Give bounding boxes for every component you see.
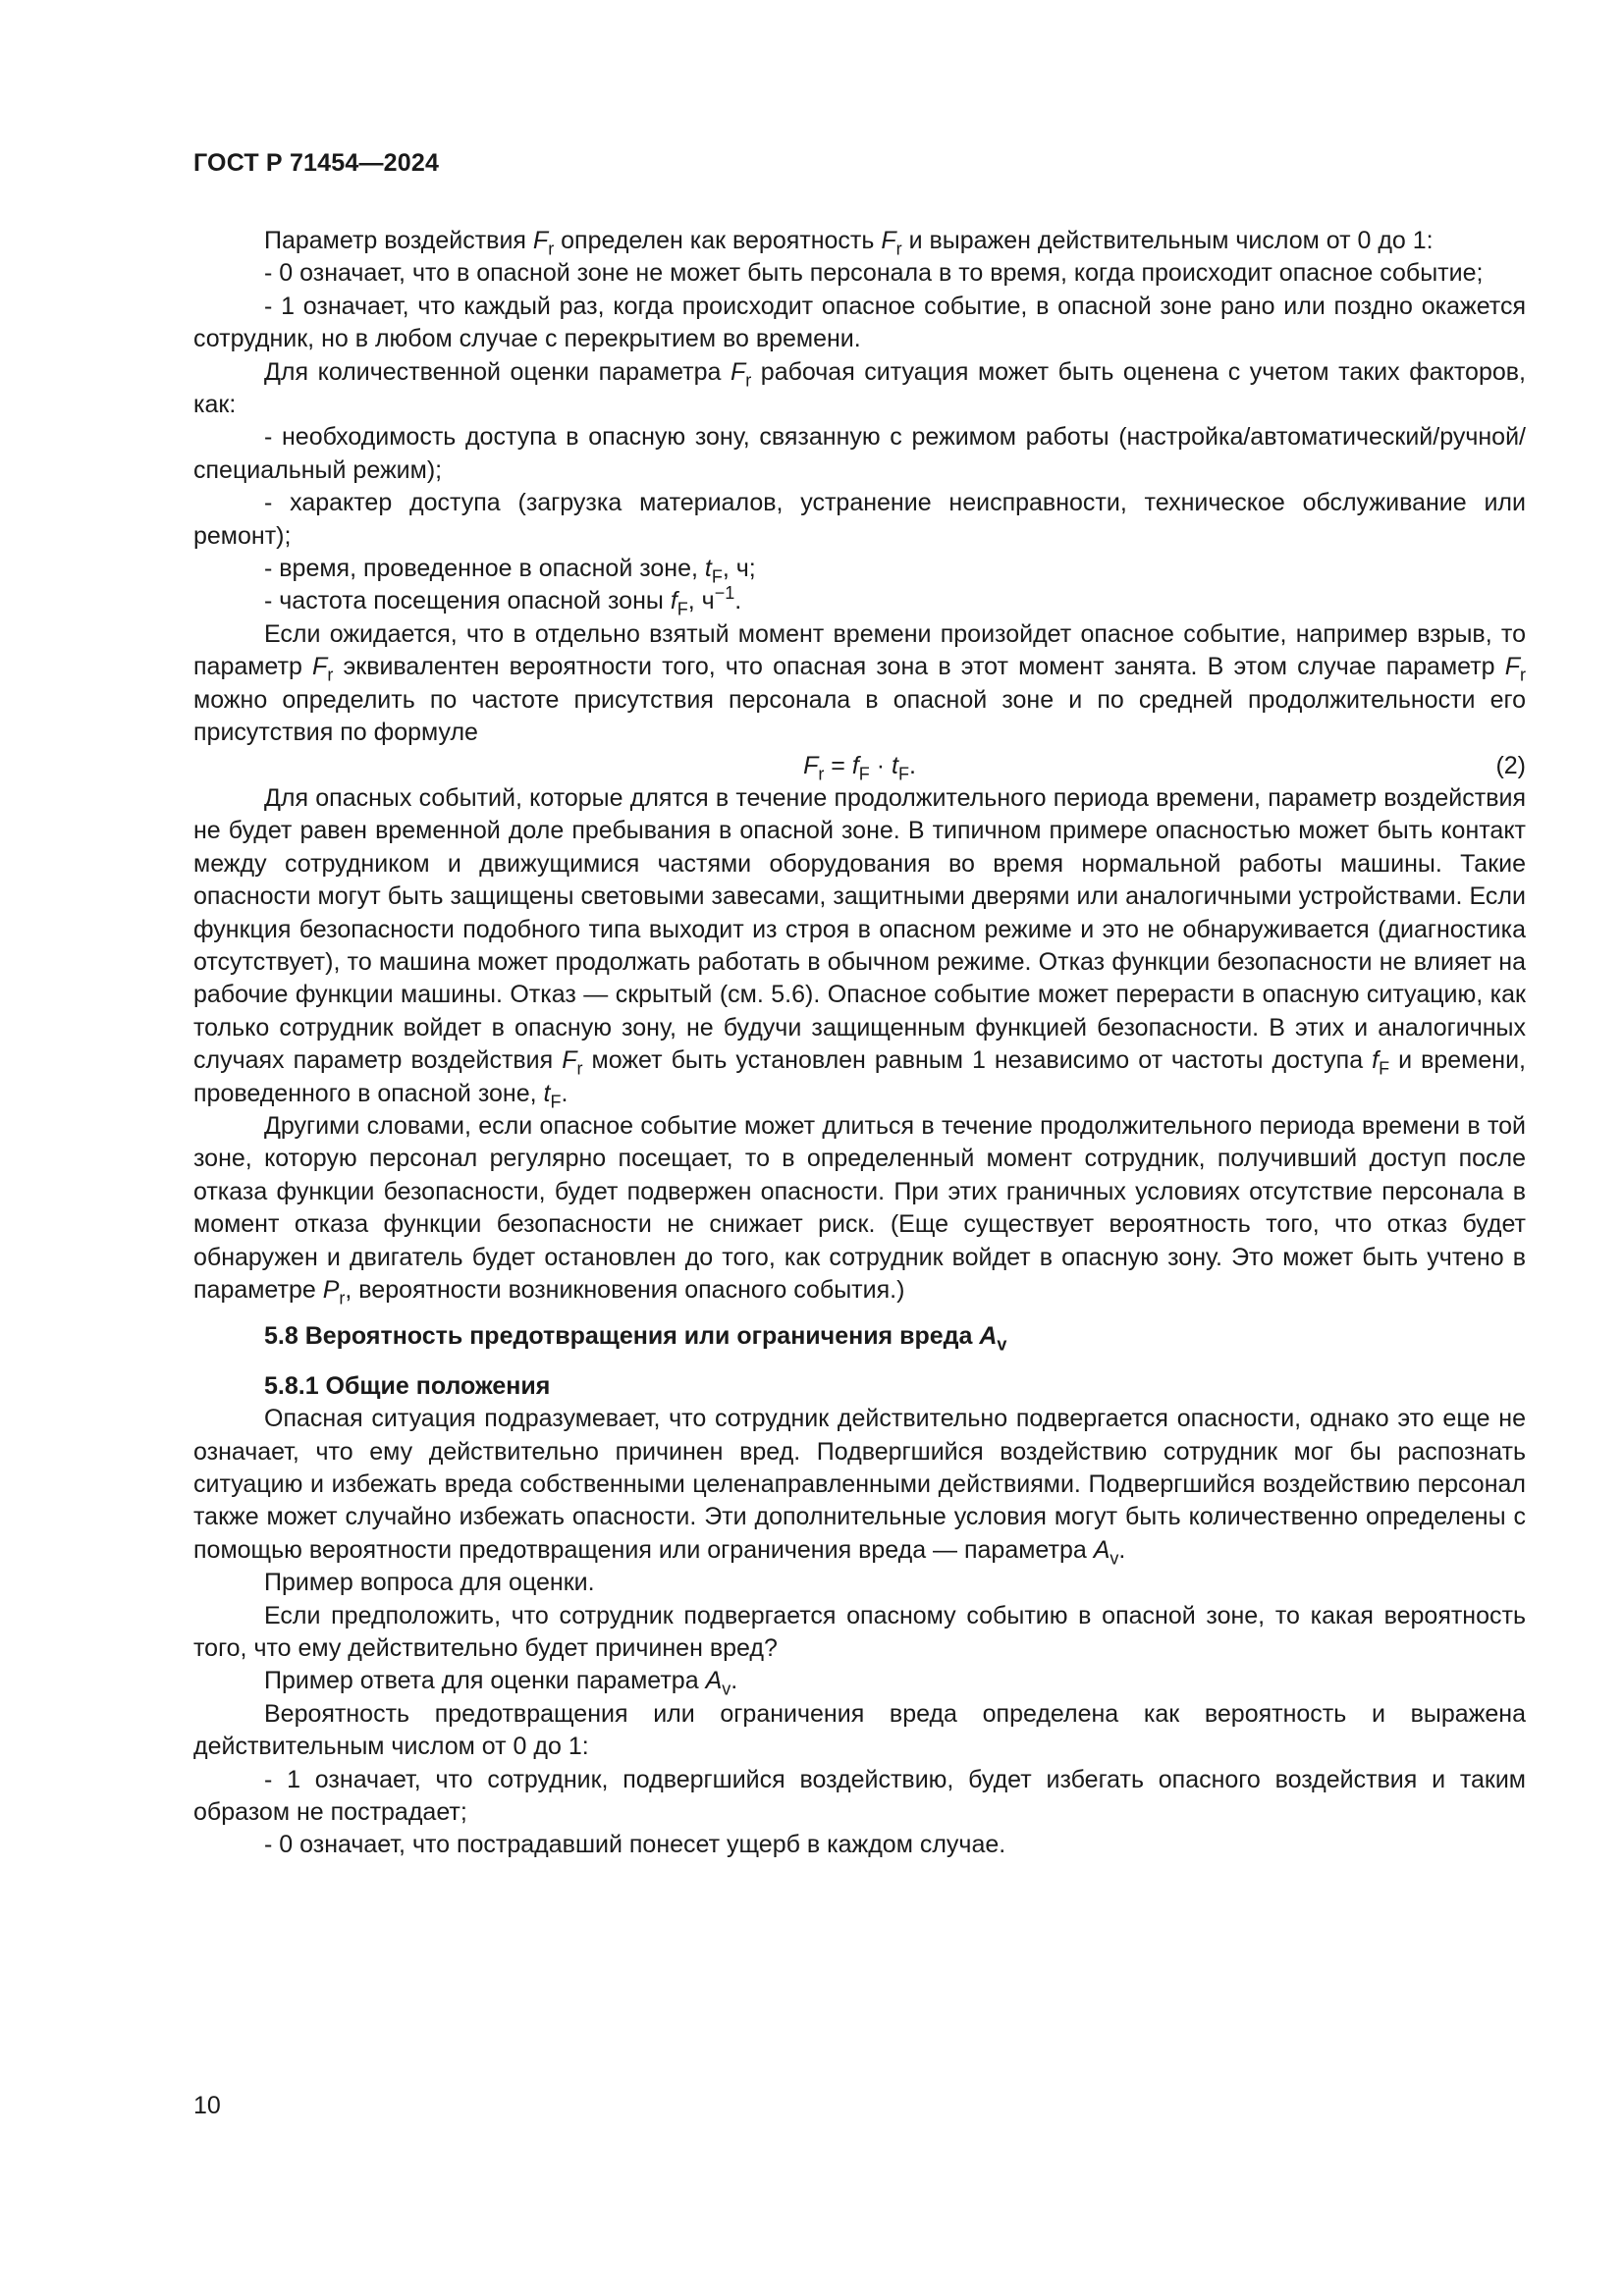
document-header: ГОСТ Р 71454—2024 <box>193 149 440 177</box>
paragraph-point-in-time-event: Если ожидается, что в отдельно взятый момент времени произойдет опасное событие, например взрыв, то параметр $F_r$ эквивалентен вероятности того, что опасная зона в этот момент занята. В этом случае параметр $F_r$ можно определить по частоте присутствия персонала в опасной зоне и по средней продолжительности его присутствия по формуле <box>193 619 1527 747</box>
paragraph-answer-example: Пример ответа для оценки параметра $A_v$. <box>264 1667 738 1699</box>
paragraph-question: Если предположить, что сотрудник подвергается опасному событию в опасной зоне, то какая вероятность того, что ему действительно будет причинен вред? <box>193 1601 1526 1663</box>
paragraph-question-example: Пример вопроса для оценки. <box>264 1569 595 1597</box>
list-item: - 0 означает, что пострадавший понесет ущерб в каждом случае. <box>264 1831 1006 1859</box>
list-item: - характер доступа (загрузка материалов, устранение неисправности, техническое обслуживание или ремонт); <box>193 489 1526 550</box>
paragraph-exposure-definition: Параметр воздействия $F_r$ определен как вероятность $F_r$ и выражен действительным числом от 0 до 1: <box>264 227 1434 259</box>
formula-2 <box>193 750 1526 782</box>
list-item: - необходимость доступа в опасную зону, связанную с режимом работы (настройка/автоматический/ручной/специальный режим); <box>193 423 1526 484</box>
list-item: - частота посещения опасной зоны $f_F$, $ч^{-1}$. <box>264 583 742 619</box>
list-item: - 1 означает, что сотрудник, подвергшийся воздействию, будет избегать опасного воздействия и таким образом не пострадает; <box>193 1765 1526 1827</box>
paragraph-quantitative-assessment: Для количественной оценки параметра $F_r$ рабочая ситуация может быть оценена с учетом таких факторов, как: <box>193 357 1526 419</box>
list-item: - время, проведенное в опасной зоне, $t_F$, ч; <box>264 555 756 587</box>
formula-number: (2) <box>1495 751 1526 779</box>
section-heading-5-8: 5.8 Вероятность предотвращения или ограничения вреда $A_v$ <box>264 1322 1007 1355</box>
section-heading-5-8-1: 5.8.1 Общие положения <box>264 1371 551 1400</box>
paragraph-long-duration-events: Для опасных событий, которые длятся в течение продолжительного периода времени, параметр воздействия не будет равен временной доле пребывания в опасной зоне. В типичном примере опасностью может быть контакт между сотрудником и движущимися частями оборудования во время нормальной работы машины. Такие опасности могут быть защищены световыми завесами, защитными дверями или аналогичными устройствами. Если функция безопасности подобного типа выходит из строя в опасном режиме и это не обнаруживается (диагностика отсутствует), то машина может продолжать работать в обычном режиме. Отказ функции безопасности не влияет на рабочие функции машины. Отказ — скрытый (см. 5.6). Опасное событие может перерасти в опасную ситуацию, как только сотрудник войдет в опасную зону, не будучи защищенным функцией безопасности. В этих и аналогичных случаях параметр воздействия $F_r$ может быть установлен равным 1 независимо от частоты доступа $f_F$ и времени, проведенного в опасной зоне, $t_F$. <box>193 783 1526 1111</box>
page-number: 10 <box>193 2092 221 2119</box>
paragraph-avoidance-probability: Вероятность предотвращения или ограничения вреда определена как вероятность и выражена действительным числом от 0 до 1: <box>193 1699 1526 1761</box>
paragraph-in-other-words: Другими словами, если опасное событие может длиться в течение продолжительного периода времени в той зоне, которую персонал регулярно посещает, то в определенный момент сотрудник, получивший доступ после отказа функции безопасности, будет подвержен опасности. При этих граничных условиях отсутствие персонала в момент отказа функции безопасности не снижает риск. (Еще существует вероятность того, что отказ будет обнаружен и двигатель будет остановлен до того, как сотрудник войдет в опасную зону. Это может быть учтено в параметре $P_r$, вероятности возникновения опасного события.) <box>193 1111 1526 1308</box>
page-body <box>193 225 1526 1862</box>
formula-expression: $F_r = f_F \cdot t_F$. <box>803 751 916 783</box>
paragraph-hazardous-situation: Опасная ситуация подразумевает, что сотрудник действительно подвергается опасности, однако это еще не означает, что ему действительно причинен вред. Подвергшийся воздействию сотрудник мог бы распознать ситуацию и избежать вреда собственными целенаправленными действиями. Подвергшийся воздействию персонал также может случайно избежать опасности. Эти дополнительные условия могут быть количественно определены с помощью вероятности предотвращения или ограничения вреда — параметра $A_v$. <box>193 1405 1526 1569</box>
list-item: - 1 означает, что каждый раз, когда происходит опасное событие, в опасной зоне рано или поздно окажется сотрудник, но в любом случае с перекрытием во времени. <box>193 292 1526 353</box>
list-item: - 0 означает, что в опасной зоне не может быть персонала в то время, когда происходит опасное событие; <box>264 259 1484 288</box>
